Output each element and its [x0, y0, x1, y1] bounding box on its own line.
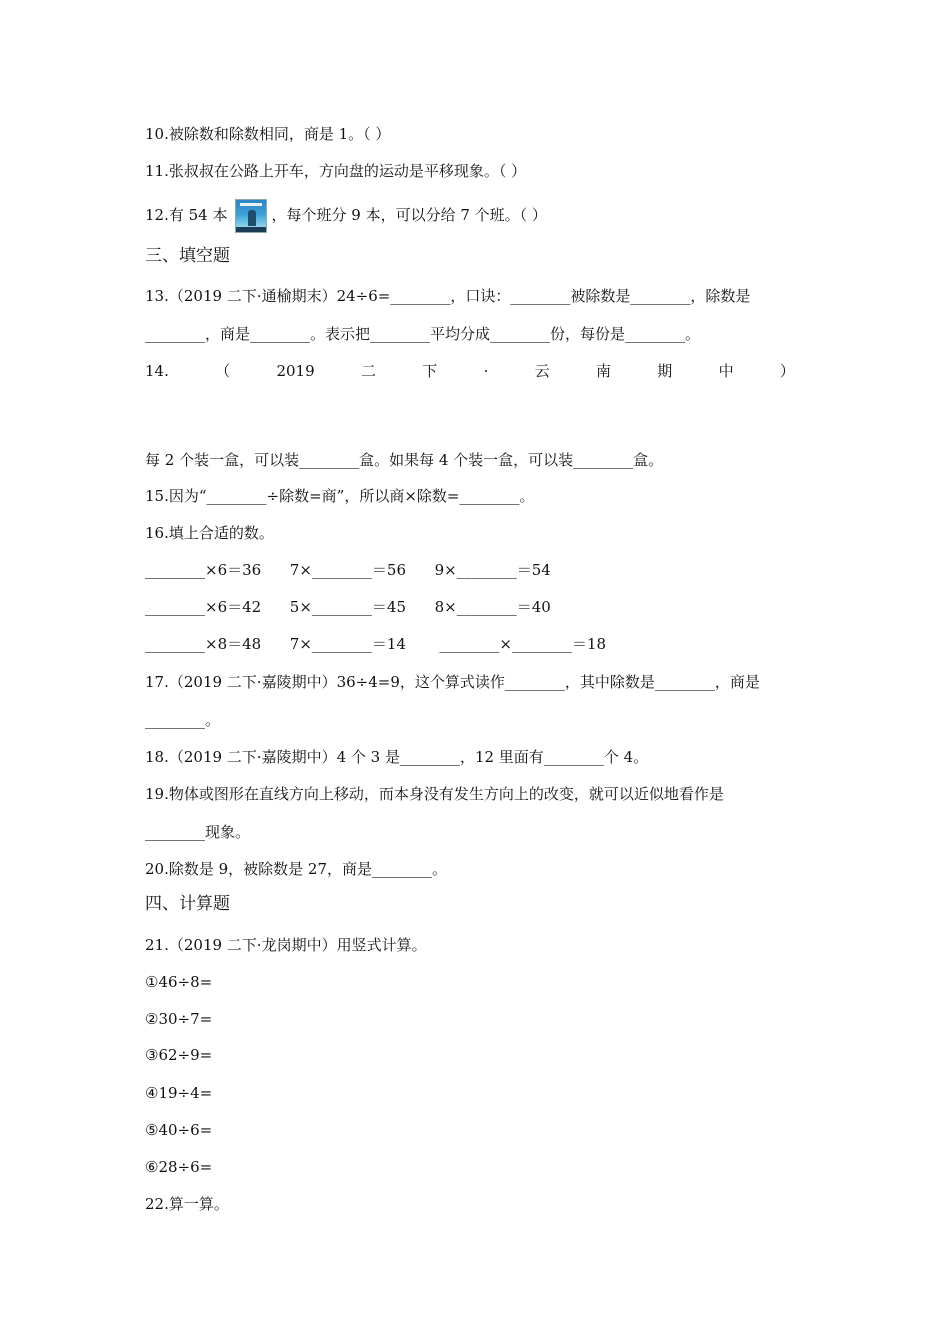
q14-token: 下	[422, 362, 438, 380]
question-22: 22.算一算。	[145, 1195, 229, 1213]
q14-token: 期	[657, 362, 673, 380]
q14-token: 中	[718, 362, 734, 380]
q14-token: ）	[779, 362, 795, 380]
q14-token: 南	[595, 362, 611, 380]
section-4-heading: 四、计算题	[145, 894, 230, 914]
question-21-item: ②30÷7=	[145, 1010, 213, 1028]
question-13-line-2: ________，商是________。表示把________平均分成________份，每份是________。	[145, 325, 701, 343]
question-17-line-2: ________。	[145, 711, 221, 729]
q14-token: （	[215, 362, 231, 380]
question-12-text-before: 12.有 54 本	[145, 206, 228, 224]
question-21: 21.（2019 二下·龙岗期中）用竖式计算。	[145, 936, 427, 954]
q14-token: 二	[360, 362, 376, 380]
question-12-text-after: ，每个班分 9 本，可以分给 7 个班。（ ）	[271, 206, 547, 224]
question-16: 16.填上合适的数。	[145, 524, 274, 542]
question-16-row-3: ________×8＝48 7×________＝14 ________×________＝18	[145, 635, 607, 653]
question-19-line-1: 19.物体或图形在直线方向上移动，而本身没有发生方向上的改变，就可以近似地看作是	[145, 785, 724, 803]
question-14-header	[145, 361, 795, 381]
question-17-line-1: 17.（2019 二下·嘉陵期中）36÷4=9，这个算式读作________，其中除数是________，商是	[145, 673, 760, 691]
question-21-item: ⑤40÷6=	[145, 1121, 213, 1139]
q14-token: ·	[483, 362, 489, 380]
q14-token: 14.	[145, 362, 169, 380]
book-icon	[235, 199, 267, 233]
question-21-item: ③62÷9=	[145, 1046, 213, 1064]
q14-token: 云	[534, 362, 550, 380]
question-15: 15.因为“________÷除数=商”，所以商×除数=________。	[145, 487, 535, 505]
q14-token: 2019	[276, 362, 315, 380]
question-20: 20.除数是 9，被除数是 27，商是________。	[145, 860, 448, 878]
question-11: 11.张叔叔在公路上开车，方向盘的运动是平移现象。（ ）	[145, 162, 527, 180]
question-16-row-1: ________×6＝36 7×________＝56 9×________＝54	[145, 561, 551, 579]
question-21-item: ④19÷4=	[145, 1084, 213, 1102]
section-3-heading: 三、填空题	[145, 246, 230, 266]
question-21-item: ⑥28÷6=	[145, 1158, 213, 1176]
question-18: 18.（2019 二下·嘉陵期中）4 个 3 是________，12 里面有________个 4。	[145, 748, 649, 766]
question-13-line-1: 13.（2019 二下·通榆期末）24÷6=________，口诀：________被除数是________，除数是	[145, 287, 751, 305]
question-14-line-2: 每 2 个装一盒，可以装________盒。如果每 4 个装一盒，可以装________盒。	[145, 451, 664, 469]
question-12	[145, 197, 547, 233]
question-16-row-2: ________×6＝42 5×________＝45 8×________＝40	[145, 598, 551, 616]
question-19-line-2: ________现象。	[145, 823, 251, 841]
question-10: 10.被除数和除数相同，商是 1。（ ）	[145, 125, 391, 143]
question-21-item: ①46÷8=	[145, 973, 213, 991]
